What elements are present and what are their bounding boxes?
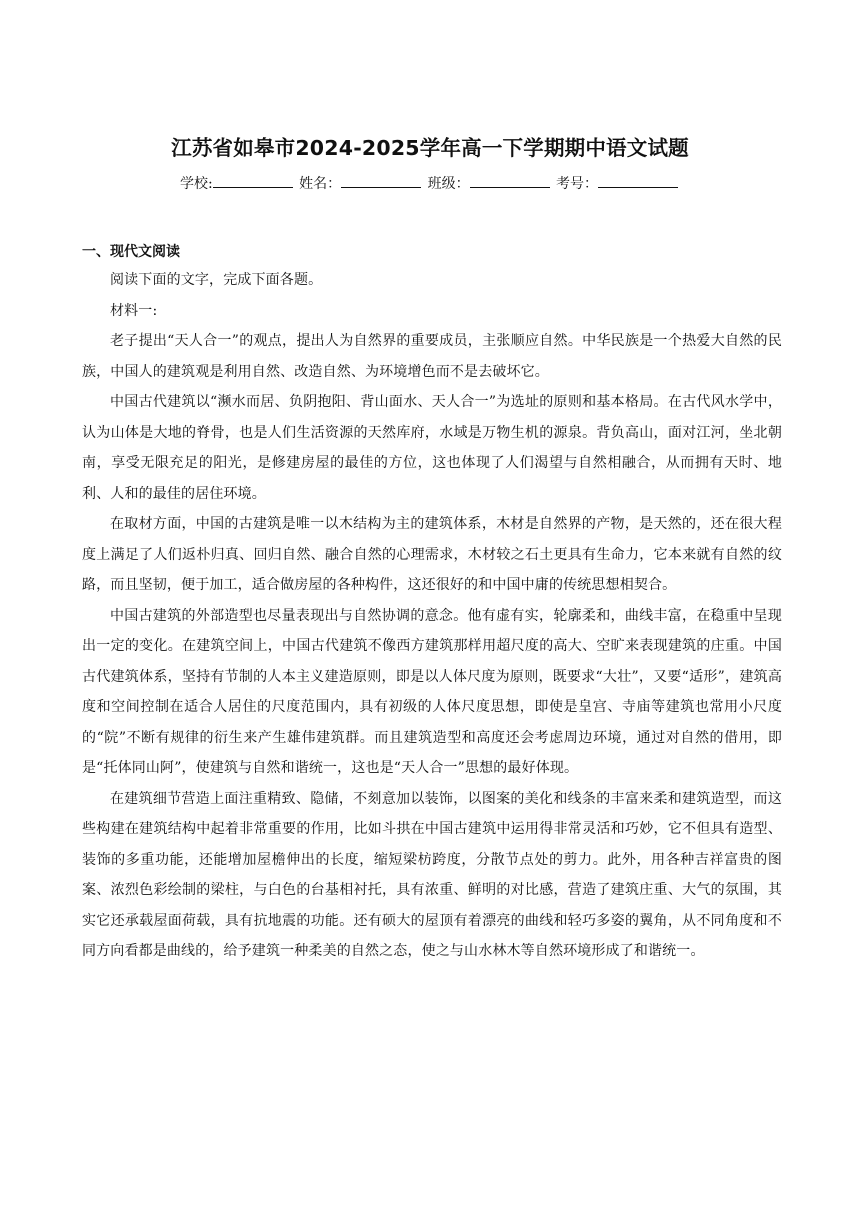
exam-number-label: 考号： — [556, 176, 599, 192]
exam-number-field — [556, 172, 680, 195]
passage-paragraph: 老子提出“天人合一”的观点，提出人为自然界的重要成员，主张顺应自然。中华民族是一个热爱大自然的民族，中国人的建筑观是利用自然、改造自然、为环境增色而不是去破坏它。 — [82, 333, 782, 380]
class-blank[interactable] — [470, 172, 550, 188]
exam-number-blank[interactable] — [598, 172, 678, 188]
name-field — [299, 172, 423, 195]
passage-paragraph: 在建筑细节营造上面注重精致、隐储，不刻意加以装饰，以图案的美化和线条的丰富来柔和建筑造型，而这些构建在建筑结构中起着非常重要的作用，比如斗拱在中国古建筑中运用得非常灵活和巧妙，它不但具有造型、装饰的多重功能，还能增加屋檐伸出的长度，缩短梁枋跨度，分散节点处的剪力。此外，用各种吉祥富贵的图案、浓烈色彩绘制的梁柱，与白色的台基相衬托，具有浓重、鲜明的对比感，营造了建筑庄重、大气的氛围，其实它还承载屋面荷载，具有抗地震的功能。还有硕大的屋顶有着漂亮的曲线和轻巧多姿的翼角，从不同角度和不同方向看都是曲线的，给予建筑一种柔美的自然之态，使之与山水林木等自然环境形成了和谐统一。 — [82, 790, 782, 959]
section-heading: 一、现代文阅读 — [82, 244, 180, 260]
passage-paragraph: 在取材方面，中国的古建筑是唯一以木结构为主的建筑体系，木材是自然界的产物，是天然的，还在很大程度上满足了人们返朴归真、回归自然、融合自然的心理需求，木材较之石土更具有生命力，它本来就有自然的纹路，而且坚韧，便于加工，适合做房屋的各种构件，这还很好的和中国中庸的传统思想相契合。 — [82, 516, 782, 593]
material-label: 材料一: — [110, 302, 158, 319]
school-label: 学校: — [179, 176, 213, 192]
document-title: 江苏省如皋市2024-2025学年高一下学期期中语文试题 — [171, 136, 689, 160]
name-label: 姓名： — [299, 176, 342, 192]
passage-paragraph: 中国古建筑的外部造型也尽量表现出与自然协调的意念。他有虚有实，轮廓柔和，曲线丰富，在稳重中呈现出一定的变化。在建筑空间上，中国古代建筑不像西方建筑那样用超尺度的高大、空旷来表现建筑的庄重。中国古代建筑体系，坚持有节制的人本主义建造原则，即是以人体尺度为原则，既要求“大壮”，又要“适形”，建筑高度和空间控制在适合人居住的尺度范围内，具有初级的人体尺度思想，即使是皇宫、寺庙等建筑也常用小尺度的“院”不断有规律的衍生来产生雄伟建筑群。而且建筑造型和高度还会考虑周边环境，通过对自然的借用，即是“托体同山阿”，使建筑与自然和谐统一，这也是“天人合一”思想的最好体现。 — [82, 607, 782, 776]
reading-passage — [82, 265, 782, 967]
school-field — [180, 172, 295, 195]
school-blank[interactable] — [213, 172, 293, 188]
name-blank[interactable] — [341, 172, 421, 188]
student-info-line — [0, 172, 860, 195]
passage-paragraph: 中国古代建筑以“濒水而居、负阴抱阳、背山面水、天人合一”为选址的原则和基本格局。在古代风水学中，认为山体是大地的脊骨，也是人们生活资源的天然库府，水域是万物生机的源泉。背负高山，面对江河，坐北朝南，享受无限充足的阳光，是修建房屋的最佳的方位，这也体现了人们渴望与自然相融合，从而拥有天时、地利、人和的最佳的居住环境。 — [82, 394, 782, 502]
class-label: 班级： — [427, 176, 470, 192]
instruction-text: 阅读下面的文字，完成下面各题。 — [110, 272, 323, 288]
class-field — [428, 172, 552, 195]
